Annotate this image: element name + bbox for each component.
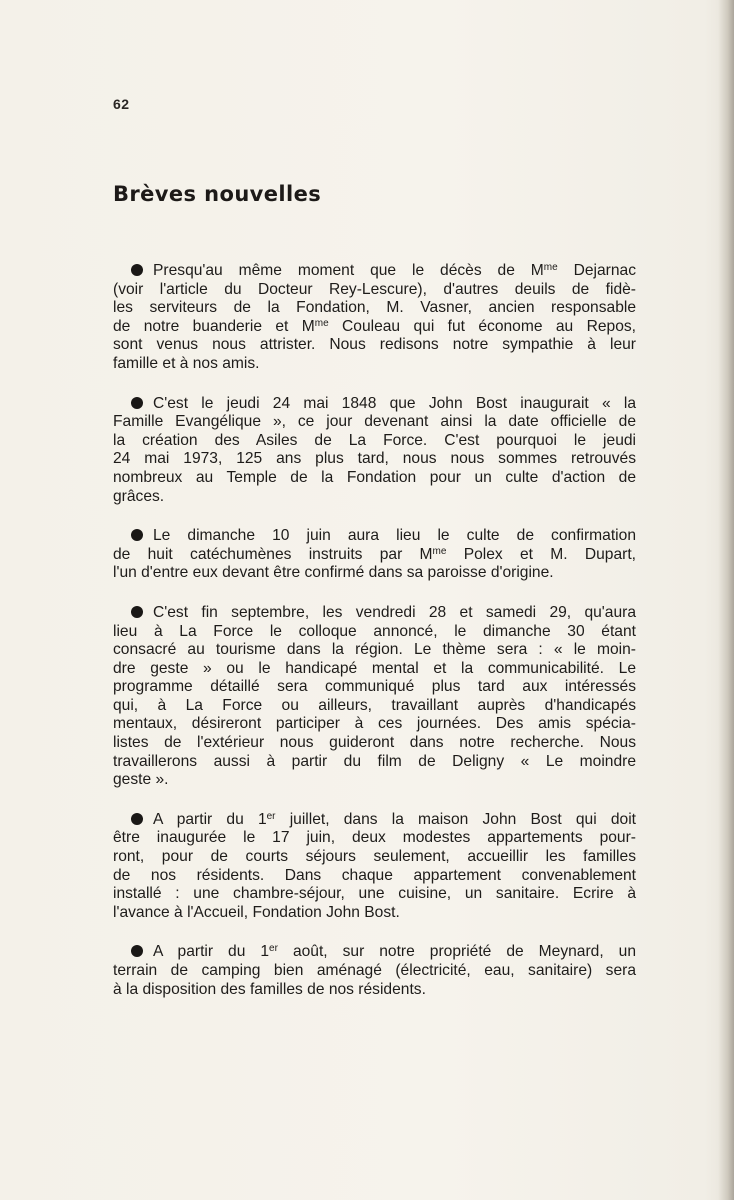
- text-line: [113, 771, 636, 790]
- text-segment: juillet, dans la maison John Bost qui doit: [275, 810, 636, 828]
- bullet-icon: [131, 606, 143, 618]
- text-segment: Famille Evangélique », ce jour devenant ainsi la date officielle de: [113, 413, 636, 431]
- news-item: [113, 527, 636, 583]
- text-line: [113, 811, 636, 830]
- text-segment: qui, à La Force ou ailleurs, travaillant auprès d'handicapés: [113, 696, 636, 714]
- text-segment: mentaux, désireront participer à ces journées. Des amis spécia-: [113, 715, 636, 733]
- text-line: [113, 355, 636, 374]
- text-segment: l'avance à l'Accueil, Fondation John Bost.: [113, 903, 400, 921]
- text-segment: nombreux au Temple de la Fondation pour un culte d'action de: [113, 468, 636, 486]
- text-segment: installé : une chambre-séjour, une cuisine, un sanitaire. Ecrire à: [113, 885, 636, 903]
- text-segment: A partir du 1: [153, 810, 267, 828]
- bullet-icon: [131, 264, 143, 276]
- section-heading: Brèves nouvelles: [113, 182, 322, 206]
- text-segment: travaillerons aussi à partir du film de Deligny « Le moindre: [113, 752, 636, 770]
- text-segment: listes de l'extérieur nous guideront dans notre recherche. Nous: [113, 734, 636, 752]
- superscript: er: [269, 943, 278, 955]
- text-line: [113, 885, 636, 904]
- superscript: er: [266, 810, 276, 822]
- text-segment: grâces.: [113, 487, 165, 505]
- superscript: me: [432, 545, 447, 557]
- text-segment: Le dimanche 10 juin aura lieu le culte de confirmation: [153, 527, 636, 545]
- text-line: [113, 564, 636, 583]
- news-items: [113, 262, 636, 1020]
- text-line: [113, 281, 636, 300]
- text-segment: C'est fin septembre, les vendredi 28 et samedi 29, qu'aura: [153, 603, 636, 621]
- text-line: [113, 697, 636, 716]
- text-line: [113, 848, 636, 867]
- text-line: [113, 413, 636, 432]
- page-number: 62: [113, 96, 130, 112]
- text-segment: 24 mai 1973, 125 ans plus tard, nous nous sommes retrouvés: [113, 450, 636, 468]
- text-line: [113, 604, 636, 623]
- text-line: [113, 262, 636, 281]
- text-segment: Presqu'au même moment que le décès de M: [153, 262, 544, 279]
- text-segment: sont venus nous attrister. Nous redisons notre sympathie à leur: [113, 336, 636, 354]
- news-item: [113, 395, 636, 507]
- text-segment: consacré au tourisme dans la région. Le thème sera : « le moin-: [113, 641, 636, 659]
- text-segment: famille et à nos amis.: [113, 354, 260, 372]
- text-line: [113, 623, 636, 642]
- text-segment: être inaugurée le 17 juin, deux modestes appartements pour-: [113, 829, 636, 847]
- text-segment: Polex et M. Dupart,: [446, 545, 636, 563]
- text-segment: ront, pour de courts séjours seulement, accueillir les familles: [113, 848, 636, 866]
- text-line: [113, 943, 636, 962]
- news-item: [113, 604, 636, 790]
- text-segment: programme détaillé sera communiqué plus tard aux intéressés: [113, 678, 636, 696]
- text-segment: Dejarnac: [557, 262, 636, 279]
- text-line: [113, 734, 636, 753]
- text-segment: lieu à La Force le colloque annoncé, le dimanche 30 étant: [113, 622, 636, 640]
- text-segment: à la disposition des familles de nos résidents.: [113, 980, 426, 998]
- text-line: [113, 450, 636, 469]
- text-line: [113, 829, 636, 848]
- text-segment: A partir du 1: [153, 943, 270, 961]
- text-segment: Couleau qui fut économe au Repos,: [328, 317, 636, 335]
- text-segment: C'est le jeudi 24 mai 1848 que John Bost inaugurait « la: [153, 394, 636, 412]
- text-segment: la création des Asiles de La Force. C'est pourquoi le jeudi: [113, 431, 636, 449]
- text-segment: de nos résidents. Dans chaque appartement convenablement: [113, 866, 636, 884]
- text-segment: de huit catéchumènes instruits par M: [113, 545, 433, 563]
- page-edge-shadow: [718, 0, 734, 1200]
- text-segment: (voir l'article du Docteur Rey-Lescure), d'autres deuils de fidè-: [113, 280, 636, 298]
- text-segment: de notre buanderie et M: [113, 317, 315, 335]
- text-line: [113, 299, 636, 318]
- text-line: [113, 488, 636, 507]
- bullet-icon: [131, 813, 143, 825]
- text-line: [113, 318, 636, 337]
- text-line: [113, 527, 636, 546]
- bullet-icon: [131, 945, 143, 957]
- news-item: [113, 811, 636, 923]
- superscript: me: [543, 262, 558, 273]
- text-line: [113, 395, 636, 414]
- text-line: [113, 981, 636, 1000]
- text-segment: dre geste » ou le handicapé mental et la communicabilité. Le: [113, 659, 636, 677]
- text-segment: les serviteurs de la Fondation, M. Vasner, ancien responsable: [113, 299, 636, 317]
- text-line: [113, 469, 636, 488]
- bullet-icon: [131, 529, 143, 541]
- text-segment: terrain de camping bien aménagé (électricité, eau, sanitaire) sera: [113, 962, 636, 979]
- news-item: [113, 943, 636, 999]
- news-item: [113, 262, 636, 374]
- text-line: [113, 336, 636, 355]
- text-segment: août, sur notre propriété de Meynard, un: [277, 943, 636, 961]
- text-line: [113, 678, 636, 697]
- text-line: [113, 904, 636, 923]
- text-segment: l'un d'entre eux devant être confirmé dans sa paroisse d'origine.: [113, 564, 554, 582]
- text-line: [113, 432, 636, 451]
- text-line: [113, 962, 636, 981]
- text-line: [113, 715, 636, 734]
- text-line: [113, 660, 636, 679]
- text-line: [113, 753, 636, 772]
- text-line: [113, 641, 636, 660]
- superscript: me: [314, 317, 329, 329]
- bullet-icon: [131, 397, 143, 409]
- text-line: [113, 546, 636, 565]
- text-line: [113, 867, 636, 886]
- text-segment: geste ».: [113, 771, 169, 789]
